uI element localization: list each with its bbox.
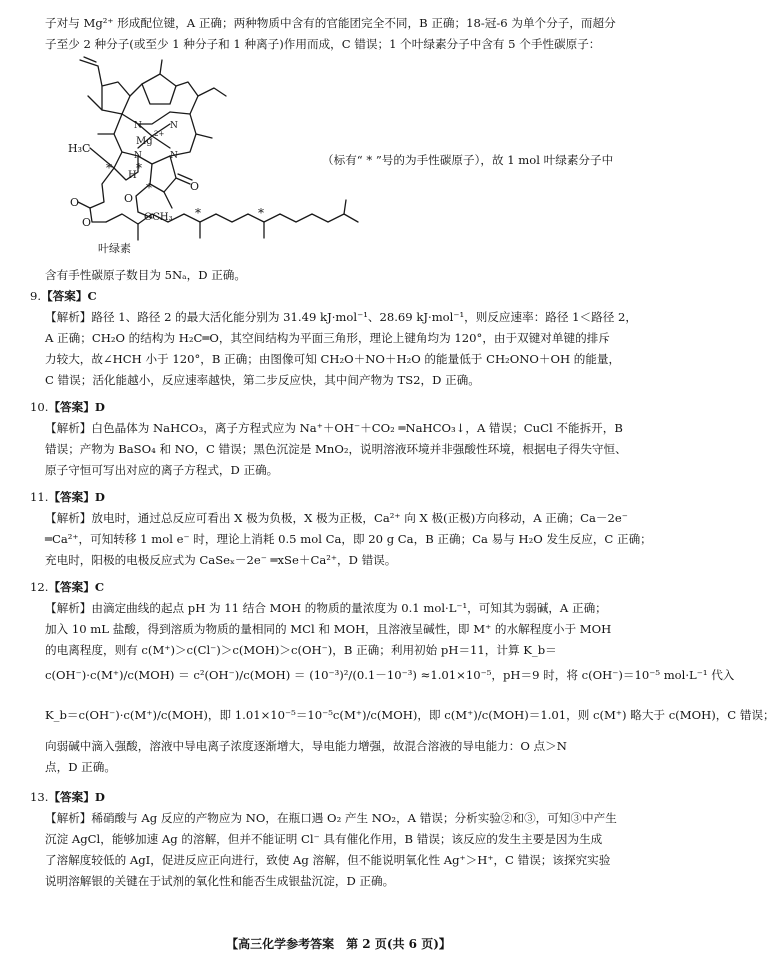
q9-line-3: 力较大，故∠HCH 小于 120°，B 正确；由图像可知 CH₂O＋NO＋H₂O 的能量低于 CH₂ONO＋OH 的能量， xyxy=(45,352,621,366)
h3c-label: H₃C xyxy=(68,142,91,155)
q10-line-1: 【解析】白色晶体为 NaHCO₃，离子方程式应为 Na⁺＋OH⁻＋CO₂ ═NaHCO₃↓，A 错误；CuCl 不能拆开，B xyxy=(45,421,623,435)
q12-line-4: c(OH⁻)·c(M⁺)/c(MOH) ＝ c²(OH⁻)/c(MOH) ＝ (10⁻³)²/(0.1－10⁻³) ≈1.01×10⁻⁵，pH＝9 时，将 c(OH⁻)＝10⁻⁵ mol·L⁻¹ 代入 xyxy=(45,668,735,682)
q13-line-4: 说明溶解银的关键在于试剂的氧化性和能否生成银盐沉淀，D 正确。 xyxy=(45,874,395,888)
q13-answer xyxy=(30,790,640,804)
chiral-star-2: * xyxy=(136,161,142,175)
intro-line-2: 子至少 2 种分子(或至少 1 种分子和 1 种离子)作用而成，C 错误；1 个叶绿素分子中含有 5 个手性碳原子： xyxy=(45,37,601,51)
q11-line-1: 【解析】放电时，通过总反应可看出 X 极为负极，X 极为正极，Ca²⁺ 向 X 极(正极)方向移动，A 正确；Ca－2e⁻ xyxy=(45,511,628,525)
molecule-caption: （标有“ * ”号的为手性碳原子），故 1 mol 叶绿素分子中 xyxy=(322,153,614,167)
q12-number: 12. xyxy=(30,580,49,594)
carbonyl-o-label: O xyxy=(70,196,80,209)
chiral-star-3: * xyxy=(146,181,152,195)
q9-line-2: A 正确；CH₂O 的结构为 H₂C═O，其空间结构为平面三角形，理论上键角均为 120°，由于双键对单键的排斥 xyxy=(45,331,610,345)
link-o-label: O xyxy=(82,216,92,229)
q13-answer-text: 【答案】D xyxy=(48,790,105,804)
page-footer: 【高三化学参考答案 第 2 页(共 6 页)】 xyxy=(226,937,451,951)
intro-line-1: 子对与 Mg²⁺ 形成配位键，A 正确；两种物质中含有的官能团完全不同，B 正确；18-冠-6 为单个分子，而超分 xyxy=(45,16,616,30)
q11-line-3: 充电时，阳极的电极反应式为 CaSeₓ－2e⁻ ═xSe＋Ca²⁺，D 错误。 xyxy=(45,553,397,567)
q9-line-4: C 错误；活化能越小，反应速率越快，第二步反应快，其中间产物为 TS2，D 正确。 xyxy=(45,373,480,387)
q11-answer xyxy=(30,490,640,504)
q10-answer-text: 【答案】D xyxy=(48,400,105,414)
q10-line-2: 错误；产物为 BaSO₄ 和 NO，C 错误；黑色沉淀是 MnO₂，说明溶液环境并非强酸性环境，根据电子得失守恒、 xyxy=(45,442,627,456)
och3-label: OCH₃ xyxy=(144,212,173,223)
chiral-star-4: * xyxy=(195,206,201,220)
molecule-label: 叶绿素 xyxy=(98,242,131,255)
n-atom-label-3: N xyxy=(134,151,142,161)
q12-line-3: 的电离程度，则有 c(M⁺)＞c(Cl⁻)＞c(MOH)＞c(OH⁻)，B 正确；利用初始 pH＝11，计算 K_b＝ xyxy=(45,643,557,657)
intro-line-3: 含有手性碳原子数目为 5Nₐ，D 正确。 xyxy=(45,268,246,282)
q9-answer xyxy=(30,289,640,303)
n-atom-label-4: N xyxy=(170,151,178,161)
q11-line-2: ═Ca²⁺，可知转移 1 mol e⁻ 时，理论上消耗 0.5 mol Ca，即 20 g Ca，B 正确；Ca 易与 H₂O 发生反应，C 正确； xyxy=(45,532,652,546)
chiral-star-1: * xyxy=(106,161,112,175)
q13-number: 13. xyxy=(30,790,49,804)
q10-number: 10. xyxy=(30,400,49,414)
h-atom-label: H xyxy=(128,170,137,181)
q12-line-5: K_b＝c(OH⁻)·c(M⁺)/c(MOH)，即 1.01×10⁻⁵＝10⁻⁵c(M⁺)/c(MOH)，即 c(M⁺)/c(MOH)＝1.01，则 c(M⁺) 略大于 c(MOH)，C 错误； xyxy=(45,708,775,722)
svg-text:2+: 2+ xyxy=(154,130,165,138)
q12-answer xyxy=(30,580,640,594)
chlorophyll-structure xyxy=(40,52,370,262)
mg-atom-label: Mg xyxy=(136,136,153,147)
ester-o-label: O xyxy=(124,192,134,205)
q12-line-1: 【解析】由滴定曲线的起点 pH 为 11 结合 MOH 的物质的量浓度为 0.1 mol·L⁻¹，可知其为弱碱，A 正确； xyxy=(45,601,607,615)
q13-line-1: 【解析】稀硝酸与 Ag 反应的产物应为 NO，在瓶口遇 O₂ 产生 NO₂，A 错误；分析实验②和③，可知③中产生 xyxy=(45,811,617,825)
q11-answer-text: 【答案】D xyxy=(48,490,105,504)
q12-line-2: 加入 10 mL 盐酸，得到溶质为物质的量相同的 MCl 和 MOH，且溶液呈碱性，即 M⁺ 的水解程度小于 MOH xyxy=(45,622,612,636)
q12-answer-text: 【答案】C xyxy=(48,580,105,594)
q11-number: 11. xyxy=(30,490,49,504)
keto-o-label: O xyxy=(190,180,200,193)
q13-line-3: 了溶解度较低的 AgI，促进反应正向进行，致使 Ag 溶解，但不能说明氧化性 Ag⁺＞H⁺，C 错误；该探究实验 xyxy=(45,853,611,867)
chiral-star-5: * xyxy=(258,206,264,220)
q9-line-1: 【解析】路径 1、路径 2 的最大活化能分别为 31.49 kJ·mol⁻¹、28.69 kJ·mol⁻¹，则反应速率：路径 1＜路径 2， xyxy=(45,310,637,324)
n-atom-label-1: N xyxy=(134,121,142,131)
q9-number: 9. xyxy=(30,289,42,303)
n-atom-label-2: N xyxy=(170,121,178,131)
q10-answer xyxy=(30,400,640,414)
q13-line-2: 沉淀 AgCl，能够加速 Ag 的溶解，但并不能证明 Cl⁻ 具有催化作用，B 错误；该反应的发生主要是因为生成 xyxy=(45,832,603,846)
q9-answer-text: 【答案】C xyxy=(41,289,97,303)
q12-line-6: 向弱碱中滴入强酸，溶液中导电离子浓度逐渐增大，导电能力增强，故混合溶液的导电能力：O 点＞N xyxy=(45,739,567,753)
q10-line-3: 原子守恒可写出对应的离子方程式，D 正确。 xyxy=(45,463,279,477)
q12-line-7: 点，D 正确。 xyxy=(45,760,116,774)
